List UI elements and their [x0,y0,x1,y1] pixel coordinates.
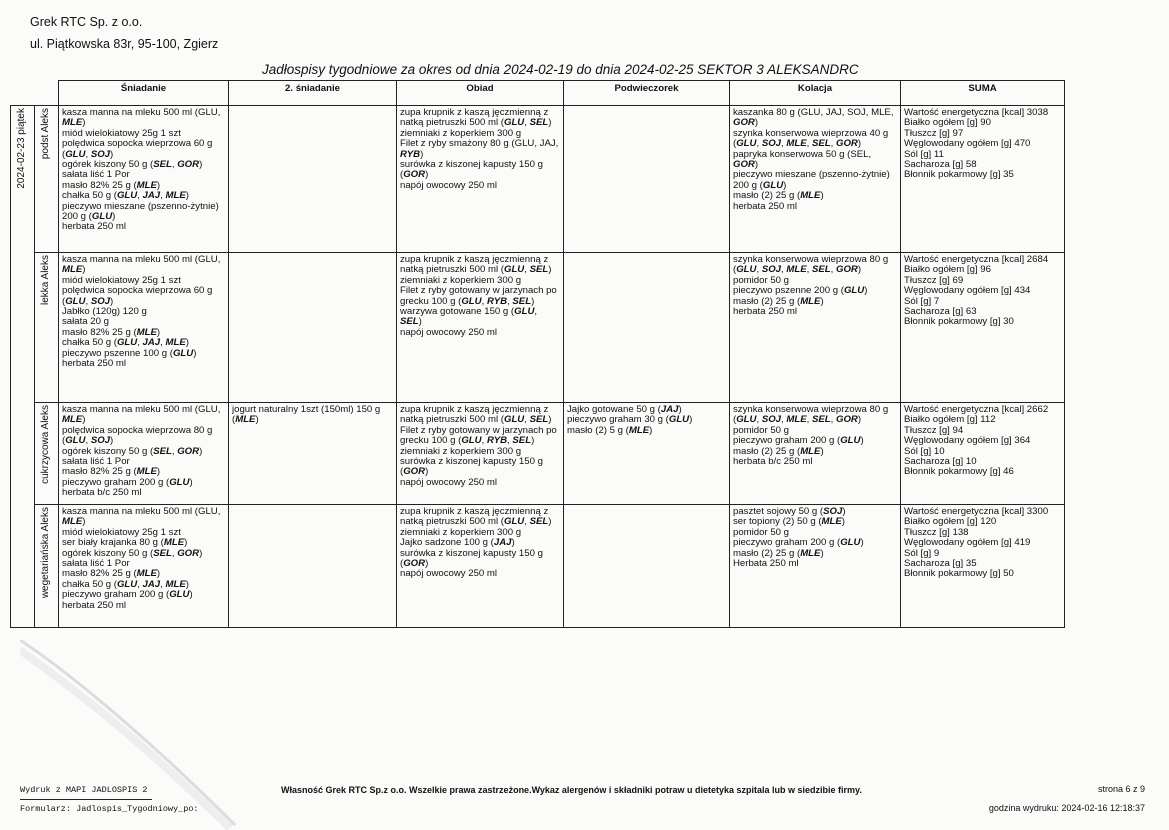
column-header-sniadanie: Śniadanie [59,81,229,106]
menu-line: Jabłko (120g) 120 g [62,306,147,318]
menu-line: zupa krupnik z kaszą jęczmienną z [400,107,549,118]
menu-line: Węglowodany ogółem [g] 364 [904,435,1031,447]
menu-line: (GLU, SOJ, MLE, SEL, GOR) [733,414,862,426]
cell-obiad [397,505,564,628]
menu-line: Błonnik pokarmowy [g] 35 [904,169,1014,181]
column-header-obiad: Obiad [397,81,564,106]
menu-line: Błonnik pokarmowy [g] 50 [904,568,1014,580]
cell-obiad [397,403,564,505]
menu-line: natką pietruszki 500 ml (GLU, SEL) [400,414,552,426]
form-name: Formularz: Jadlospis_Tygodniowy_po: [20,804,199,814]
menu-line: Tłuszcz [g] 97 [904,127,964,139]
menu-line: Sól [g] 11 [904,148,944,160]
cell-sniadanie [59,505,229,628]
menu-line: Filet z ryby gotowany w jarzynach po [400,424,557,436]
menu-line: ziemniaki z koperkiem 300 g [400,127,522,139]
menu-line: GOR) [733,159,759,171]
menu-line: Wartość energetyczna [kcal] 2662 [904,404,1049,415]
menu-line: herbata 250 ml [62,599,126,611]
menu-line: papryka konserwowa 50 g (SEL, [733,148,872,160]
menu-line: herbata 250 ml [733,306,797,318]
menu-line: napój owocowy 250 ml [400,326,498,338]
menu-line: zupa krupnik z kaszą jęczmienną z [400,254,549,265]
menu-line: surówka z kiszonej kapusty 150 g [400,547,543,559]
menu-line: pasztet sojowy 50 g (SOJ) [733,506,846,517]
menu-line: Herbata 250 ml [733,558,799,570]
company-info [30,11,218,55]
menu-line: (GOR) [400,558,429,570]
cell-podwieczorek [564,403,730,505]
cell-kolacja [730,403,901,505]
cell-suma [901,403,1065,505]
diet-label: podst Aleks [40,108,52,160]
menu-line: masło 82% 25 g (MLE) [62,568,161,580]
menu-line: Sacharoza [g] 58 [904,159,977,171]
cell-drugie-sniadanie [229,403,397,505]
menu-line: masło 82% 25 g (MLE) [62,179,161,191]
menu-line: ziemniaki z koperkiem 300 g [400,274,522,286]
cell-obiad [397,253,564,403]
menu-line: Węglowodany ogółem [g] 470 [904,138,1031,150]
menu-line: Tłuszcz [g] 69 [904,274,964,286]
menu-line: pieczywo pszenne 100 g (GLU) [62,347,197,359]
menu-line: 200 g (GLU) [62,211,116,223]
menu-line: kasza manna na mleku 500 ml (GLU, [62,506,221,517]
menu-line: polędwica sopocka wieprzowa 60 g [62,138,213,150]
menu-line: Tłuszcz [g] 94 [904,424,964,436]
menu-line: miód wielokiatowy 25g 1 szt [62,274,181,286]
menu-line: pomidor 50 g [733,274,789,286]
menu-line: masło (2) 25 g (MLE) [733,547,824,559]
menu-line: pieczywo graham 200 g (GLU) [733,537,864,549]
menu-line: 200 g (GLU) [733,179,787,191]
menu-line: zupa krupnik z kaszą jęczmienną z [400,404,549,415]
table-row [11,253,1065,403]
menu-line: (GLU, SOJ, MLE, SEL, GOR) [733,138,862,150]
date-label: 2024-02-23 piątek [16,108,28,189]
menu-line: polędwica sopocka wieprzowa 60 g [62,285,213,297]
table-row [11,505,1065,628]
menu-line: chałka 50 g (GLU, JAJ, MLE) [62,337,189,349]
menu-line: natką pietruszki 500 ml (GLU, SEL) [400,264,552,276]
menu-line: (GLU, SOJ) [62,295,114,307]
menu-line: pieczywo graham 200 g (GLU) [62,476,193,488]
diet-cell [35,253,59,403]
menu-line: (GLU, SOJ) [62,148,114,160]
cell-kolacja [730,505,901,628]
table-row [11,106,1065,253]
diet-label: lekka Aleks [40,255,52,306]
table-row [11,403,1065,505]
menu-line: surówka z kiszonej kapusty 150 g [400,456,543,468]
menu-line: ziemniaki z koperkiem 300 g [400,445,522,457]
menu-line: sałata liść 1 Por [62,456,130,468]
menu-line: Filet z ryby smażony 80 g (GLU, JAJ, [400,138,559,150]
menu-line: napój owocowy 250 ml [400,179,498,191]
diet-cell [35,505,59,628]
cell-sniadanie [59,403,229,505]
menu-line: Białko ogółem [g] 96 [904,264,991,276]
menu-line: kasza manna na mleku 500 ml (GLU, [62,254,221,265]
menu-line: pieczywo mieszane (pszenno-żytnie) [62,200,219,212]
menu-line: pieczywo pszenne 200 g (GLU) [733,285,868,297]
menu-line: sałata liść 1 Por [62,169,130,181]
column-header-drugie-sniadanie: 2. śniadanie [229,81,397,106]
menu-line: masło 82% 25 g (MLE) [62,466,161,478]
menu-line: warzywa gotowane 150 g (GLU, SEL) [400,306,538,328]
cell-suma [901,505,1065,628]
menu-line: pomidor 50 g [733,526,789,538]
menu-line: zupa krupnik z kaszą jęczmienną z [400,506,549,517]
menu-line: (MLE) [232,414,259,426]
menu-line: Węglowodany ogółem [g] 419 [904,537,1031,549]
menu-line: Jajko sadzone 100 g (JAJ) [400,537,515,549]
cell-podwieczorek [564,505,730,628]
menu-line: Wartość energetyczna [kcal] 3300 [904,506,1049,517]
menu-line: (GLU, SOJ, MLE, SEL, GOR) [733,264,862,276]
diet-cell [35,106,59,253]
menu-line: (GOR) [400,466,429,478]
menu-line: szynka konserwowa wieprzowa 40 g [733,127,889,139]
column-header-suma: SUMA [901,81,1065,106]
menu-line: miód wielokiatowy 25g 1 szt [62,127,181,139]
menu-line: natką pietruszki 500 ml (GLU, SEL) [400,516,552,528]
menu-line: pieczywo mieszane (pszenno-żytnie) [733,169,890,181]
menu-line: (GOR) [400,169,429,181]
page-number: strona 6 z 9 [1097,784,1145,794]
menu-line: Sól [g] 7 [904,295,940,307]
menu-line: Sacharoza [g] 10 [904,456,977,468]
company-address: ul. Piątkowska 83r, 95-100, Zgierz [30,37,219,51]
menu-line: pomidor 50 g [733,424,789,436]
page-title: Jadłospisy tygodniowe za okres od dnia 2024-02-19 do dnia 2024-02-25 SEKTOR 3 ALEKSANDRC [262,62,859,77]
menu-line: ogórek kiszony 50 g (SEL, GOR) [62,547,203,559]
menu-line: ogórek kiszony 50 g (SEL, GOR) [62,159,203,171]
diet-label: wegetariańska Aleks [40,507,52,599]
menu-line: Wartość energetyczna [kcal] 2684 [904,254,1049,265]
table-header-row [11,81,1065,106]
menu-line: sałata 20 g [62,316,109,328]
menu-line: miód wielokiatowy 25g 1 szt [62,526,181,538]
menu-line: kasza manna na mleku 500 ml (GLU, [62,107,221,118]
cell-drugie-sniadanie [229,253,397,403]
cell-suma [901,106,1065,253]
cell-podwieczorek [564,253,730,403]
menu-line: masło (2) 25 g (MLE) [733,445,824,457]
date-cell [11,106,35,628]
menu-line: pieczywo graham 200 g (GLU) [62,589,193,601]
menu-line: napój owocowy 250 ml [400,568,498,580]
menu-line: polędwica sopocka wieprzowa 80 g [62,424,213,436]
menu-line: MLE) [62,117,86,129]
menu-line: ser biały krajanka 80 g (MLE) [62,537,188,549]
cell-suma [901,253,1065,403]
menu-line: chałka 50 g (GLU, JAJ, MLE) [62,578,189,590]
cell-podwieczorek [564,106,730,253]
menu-line: Białko ogółem [g] 120 [904,516,997,528]
menu-line: grecku 100 g (GLU, RYB, SEL) [400,435,535,447]
cell-kolacja [730,106,901,253]
diet-cell [35,403,59,505]
menu-line: masło (2) 25 g (MLE) [733,190,824,202]
menu-line: szynka konserwowa wieprzowa 80 g [733,254,889,265]
menu-line: herbata b/c 250 ml [62,487,142,499]
menu-line: Sól [g] 10 [904,445,945,457]
menu-line: grecku 100 g (GLU, RYB, SEL) [400,295,535,307]
cell-kolacja [730,253,901,403]
footer-notice: Własność Grek RTC Sp.z o.o. Wszelkie prawa zastrzeżone.Wykaz alergenów i składniki potraw u dietetyka szpitala lub w siedzibie firmy. [281,785,862,795]
menu-line: ogórek kiszony 50 g (SEL, GOR) [62,445,203,457]
menu-line: chałka 50 g (GLU, JAJ, MLE) [62,190,189,202]
company-name: Grek RTC Sp. z o.o. [30,15,143,29]
menu-line: (GLU, SOJ) [62,435,114,447]
cell-drugie-sniadanie [229,106,397,253]
cell-sniadanie [59,106,229,253]
menu-line: masło 82% 25 g (MLE) [62,326,161,338]
menu-line: masło (2) 5 g (MLE) [567,424,653,436]
menu-line: Węglowodany ogółem [g] 434 [904,285,1031,297]
menu-line: ser topiony (2) 50 g (MLE) [733,516,845,528]
menu-line: MLE) [62,414,86,426]
cell-sniadanie [59,253,229,403]
menu-line: Białko ogółem [g] 112 [904,414,996,426]
menu-line: napój owocowy 250 ml [400,476,498,488]
menu-table [10,80,1065,628]
menu-line: GOR) [733,117,759,129]
column-header-podwieczorek: Podwieczorek [564,81,730,106]
menu-line: Jajko gotowane 50 g (JAJ) [567,404,682,415]
menu-line: Sacharoza [g] 35 [904,558,977,570]
menu-line: MLE) [62,516,86,528]
menu-line: Białko ogółem [g] 90 [904,117,991,129]
footer-source [20,781,199,818]
menu-line: natką pietruszki 500 ml (GLU, SEL) [400,117,552,129]
print-time: godzina wydruku: 2024-02-16 12:18:37 [988,803,1145,813]
menu-line: Sól [g] 9 [904,547,940,559]
cell-drugie-sniadanie [229,505,397,628]
menu-line: Sacharoza [g] 63 [904,306,977,318]
menu-line: surówka z kiszonej kapusty 150 g [400,159,543,171]
menu-line: szynka konserwowa wieprzowa 80 g [733,404,889,415]
menu-line: pieczywo graham 30 g (GLU) [567,414,693,426]
print-source: Wydruk z MAPI JADLOSPIS 2 [20,781,152,800]
menu-line: ziemniaki z koperkiem 300 g [400,526,522,538]
column-header-kolacja: Kolacja [730,81,901,106]
menu-line: Wartość energetyczna [kcal] 3038 [904,107,1049,118]
menu-line: Tłuszcz [g] 138 [904,526,969,538]
cell-obiad [397,106,564,253]
menu-line: kasza manna na mleku 500 ml (GLU, [62,404,221,415]
menu-line: MLE) [62,264,86,276]
diet-label: cukrzycowa Aleks [40,405,52,484]
menu-line: kaszanka 80 g (GLU, JAJ, SOJ, MLE, [733,107,894,118]
menu-line: Błonnik pokarmowy [g] 30 [904,316,1014,328]
menu-line: herbata 250 ml [62,358,126,370]
menu-line: sałata liść 1 Por [62,558,130,570]
menu-line: Błonnik pokarmowy [g] 46 [904,466,1014,478]
menu-line: RYB) [400,148,424,160]
menu-line: jogurt naturalny 1szt (150ml) 150 g [232,404,381,415]
menu-line: masło (2) 25 g (MLE) [733,295,824,307]
menu-line: herbata 250 ml [733,200,797,212]
menu-line: Filet z ryby gotowany w jarzynach po [400,285,557,297]
menu-line: herbata 250 ml [62,221,126,233]
header-spacer [11,81,59,106]
menu-line: pieczywo graham 200 g (GLU) [733,435,864,447]
menu-line: herbata b/c 250 ml [733,456,813,468]
